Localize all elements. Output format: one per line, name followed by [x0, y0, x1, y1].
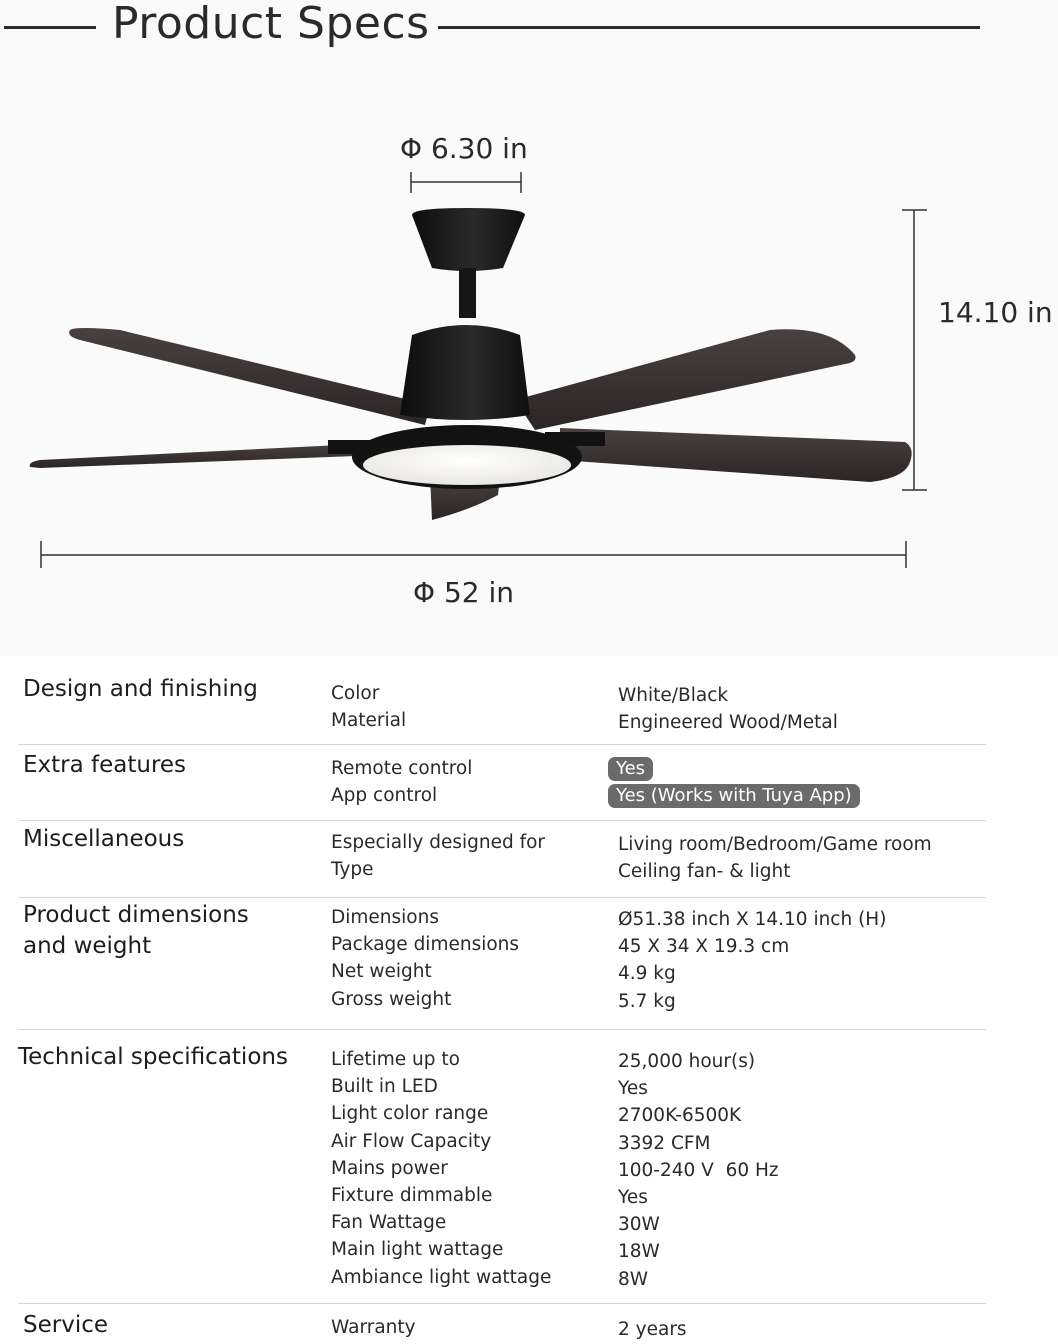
spec-value: White/Black — [618, 685, 729, 706]
spec-value: 18W — [618, 1241, 660, 1263]
spec-key: Lifetime up to — [331, 1049, 460, 1070]
spec-value: 2 years — [618, 1319, 687, 1340]
spec-key: Net weight — [331, 961, 432, 983]
product-image-area — [0, 0, 1058, 656]
section-title: Design and finishing — [23, 676, 258, 702]
spec-key: App control — [331, 785, 438, 807]
fan-canopy — [412, 208, 525, 271]
spec-key: Warranty — [331, 1317, 416, 1338]
fan-blade-right — [560, 428, 912, 482]
spec-key: Fan Wattage — [331, 1212, 447, 1234]
spec-value: Living room/Bedroom/Game room — [618, 834, 932, 855]
specs-table — [0, 656, 1058, 1344]
spec-key: Dimensions — [331, 907, 439, 928]
section-title: Extra features — [23, 752, 187, 778]
canopy-dimension-line — [411, 172, 521, 193]
spec-value: 45 X 34 X 19.3 cm — [618, 936, 790, 958]
spec-value: 100-240 V 60 Hz — [618, 1159, 779, 1181]
fan-light-panel — [363, 445, 571, 485]
spec-value: 4.9 kg — [618, 963, 676, 985]
fan-motor-housing — [400, 325, 530, 420]
section-title: Miscellaneous — [23, 826, 185, 852]
section-dimensions-weight — [18, 898, 986, 1030]
spec-key: Light color range — [331, 1103, 489, 1125]
section-miscellaneous — [18, 821, 986, 898]
height-label: 14.10 in — [938, 296, 1053, 329]
spec-value: 3392 CFM — [618, 1132, 711, 1154]
span-dimension-line — [41, 541, 906, 568]
spec-value: Engineered Wood/Metal — [618, 712, 838, 734]
spec-key: Built in LED — [331, 1076, 438, 1098]
spec-value: Ceiling fan- & light — [618, 861, 791, 883]
spec-key: Package dimensions — [331, 934, 520, 956]
spec-value: Yes — [618, 1078, 648, 1100]
section-service — [18, 1304, 986, 1344]
fan-downrod — [459, 268, 476, 318]
fan-blade-back-left — [69, 328, 430, 425]
spec-key: Material — [331, 710, 407, 732]
fan-blade-back-right — [515, 329, 856, 430]
spec-key: Mains power — [331, 1157, 448, 1179]
spec-key: Main light wattage — [331, 1239, 504, 1261]
spec-value: 5.7 kg — [618, 990, 676, 1012]
spec-key: Type — [331, 859, 374, 881]
spec-value: 2700K-6500K — [618, 1105, 742, 1127]
section-title: Product dimensions and weight — [23, 902, 249, 959]
spec-key: Fixture dimmable — [331, 1184, 493, 1206]
spec-key: Ambiance light wattage — [331, 1266, 552, 1288]
section-title: Technical specifications — [18, 1044, 288, 1070]
page-title: Product Specs — [112, 0, 430, 49]
spec-value: Ø51.38 inch X 14.10 inch (H) — [618, 909, 887, 930]
section-design-finishing — [18, 656, 986, 745]
spec-value: 8W — [618, 1268, 649, 1290]
spec-key: Gross weight — [331, 988, 452, 1010]
canopy-diameter-label: Φ 6.30 in — [400, 132, 528, 165]
spec-key: Air Flow Capacity — [331, 1130, 492, 1152]
span-label: Φ 52 in — [413, 576, 514, 609]
spec-value: 30W — [618, 1214, 660, 1236]
spec-key: Especially designed for — [331, 832, 546, 853]
section-title: Service — [23, 1312, 109, 1338]
section-extra-features — [18, 745, 986, 821]
section-technical-specifications — [18, 1030, 986, 1304]
spec-value: Yes — [618, 1186, 648, 1208]
spec-value: 25,000 hour(s) — [618, 1051, 756, 1072]
value-badge: Yes — [608, 757, 653, 781]
ceiling-fan-illustration — [0, 0, 1058, 656]
value-badge: Yes (Works with Tuya App) — [608, 784, 860, 808]
spec-key: Color — [331, 683, 380, 704]
spec-key: Remote control — [331, 758, 473, 779]
